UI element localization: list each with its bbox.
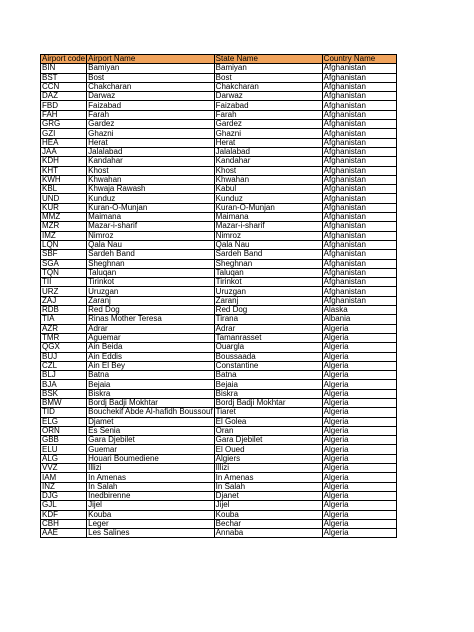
airport-name-cell: Chakcharan <box>87 82 215 91</box>
table-row <box>41 73 397 82</box>
airport-name-cell: Bost <box>87 73 215 82</box>
state-name-cell: Annaba <box>214 529 322 538</box>
country-name-cell: Afghanistan <box>322 185 396 194</box>
country-name-cell: Alaska <box>322 306 396 315</box>
table-row <box>41 268 397 277</box>
header-row <box>41 55 397 64</box>
table-row <box>41 482 397 491</box>
table-row <box>41 129 397 138</box>
country-name-cell: Afghanistan <box>322 138 396 147</box>
airport-name-cell: Leger <box>87 519 215 528</box>
table-row <box>41 361 397 370</box>
state-name-cell: Taluqan <box>214 268 322 277</box>
airport-name-cell: Guemar <box>87 445 215 454</box>
airport-name-cell: Ain Beida <box>87 343 215 352</box>
country-name-cell: Afghanistan <box>322 82 396 91</box>
airport-name-cell: Bamiyan <box>87 64 215 73</box>
table-row <box>41 408 397 417</box>
state-name-cell: Tirana <box>214 315 322 324</box>
country-name-cell: Algeria <box>322 417 396 426</box>
airport-code-cell: LQN <box>41 240 87 249</box>
airport-name-cell: Faizabad <box>87 101 215 110</box>
table-row <box>41 324 397 333</box>
country-name-cell: Afghanistan <box>322 213 396 222</box>
country-name-cell: Afghanistan <box>322 278 396 287</box>
table-row <box>41 380 397 389</box>
state-name-cell: El Golea <box>214 417 322 426</box>
state-name-cell: Khwahan <box>214 175 322 184</box>
airport-code-cell: TID <box>41 408 87 417</box>
airport-code-cell: ORN <box>41 426 87 435</box>
state-name-cell: Kuran-O-Munjan <box>214 203 322 212</box>
country-name-cell: Afghanistan <box>322 92 396 101</box>
airport-code-cell: FBD <box>41 101 87 110</box>
country-name-cell: Algeria <box>322 343 396 352</box>
country-name-cell: Algeria <box>322 473 396 482</box>
country-name-cell: Afghanistan <box>322 129 396 138</box>
airport-code-cell: ELG <box>41 417 87 426</box>
airport-code-cell: KDF <box>41 510 87 519</box>
airport-name-cell: Red Dog <box>87 306 215 315</box>
airport-name-cell: Zaranj <box>87 296 215 305</box>
country-name-cell: Algeria <box>322 361 396 370</box>
airport-code-cell: QGX <box>41 343 87 352</box>
country-name-cell: Algeria <box>322 529 396 538</box>
airport-code-cell: CCN <box>41 82 87 91</box>
airport-code-cell: AZR <box>41 324 87 333</box>
airport-code-cell: SBF <box>41 250 87 259</box>
state-name-cell: Faizabad <box>214 101 322 110</box>
state-name-cell: Algiers <box>214 454 322 463</box>
country-name-cell: Algeria <box>322 436 396 445</box>
country-name-cell: Afghanistan <box>322 157 396 166</box>
country-name-cell: Algeria <box>322 454 396 463</box>
state-name-cell: Oran <box>214 426 322 435</box>
table-row <box>41 436 397 445</box>
airport-name-cell: Jijel <box>87 501 215 510</box>
table-row <box>41 82 397 91</box>
airport-code-cell: KHT <box>41 166 87 175</box>
airport-code-cell: MZR <box>41 222 87 231</box>
table-row <box>41 343 397 352</box>
table-row <box>41 110 397 119</box>
airport-name-cell: Darwaz <box>87 92 215 101</box>
table-row <box>41 333 397 342</box>
airport-name-cell: Ain El Bey <box>87 361 215 370</box>
table-row <box>41 222 397 231</box>
country-name-cell: Algeria <box>322 501 396 510</box>
state-name-cell: El Oued <box>214 445 322 454</box>
airport-name-cell: Adrar <box>87 324 215 333</box>
airport-code-cell: TII <box>41 278 87 287</box>
airport-code-cell: BUJ <box>41 352 87 361</box>
airport-code-cell: ELU <box>41 445 87 454</box>
country-name-cell: Algeria <box>322 408 396 417</box>
airport-code-cell: VVZ <box>41 464 87 473</box>
state-name-cell: Zaranj <box>214 296 322 305</box>
airport-name-cell: Bouchekif Abde Al-hafidh Boussouf <box>88 407 213 417</box>
airport-code-cell: KUR <box>41 203 87 212</box>
airport-name-cell: Ghazni <box>87 129 215 138</box>
airport-name-cell: Biskra <box>87 389 215 398</box>
country-name-cell: Afghanistan <box>322 287 396 296</box>
airport-name-cell: Kouba <box>87 510 215 519</box>
airport-name-cell: Bordj Badji Mokhtar <box>87 398 215 407</box>
airport-name-cell: Sardeh Band <box>87 250 215 259</box>
table-row <box>41 389 397 398</box>
airport-name-cell: Kuran-O-Munjan <box>87 203 215 212</box>
state-name-cell: Uruzgan <box>214 287 322 296</box>
state-name-cell: Farah <box>214 110 322 119</box>
airport-name-cell: Houari Boumediene <box>87 454 215 463</box>
state-name-cell: Darwaz <box>214 92 322 101</box>
state-name-cell: Sheghnan <box>214 259 322 268</box>
state-name-cell: In Amenas <box>214 473 322 482</box>
table-row <box>41 194 397 203</box>
table-row <box>41 259 397 268</box>
country-name-cell: Algeria <box>322 464 396 473</box>
table-row <box>41 250 397 259</box>
airport-name-cell: Gardez <box>87 120 215 129</box>
country-name-cell: Afghanistan <box>322 73 396 82</box>
table-row <box>41 315 397 324</box>
airport-name-cell: Herat <box>87 138 215 147</box>
state-name-cell: Jalalabad <box>214 147 322 156</box>
header-cell-state-name: State Name <box>214 55 322 64</box>
table-row <box>41 464 397 473</box>
table-row <box>41 120 397 129</box>
state-name-cell: Ghazni <box>214 129 322 138</box>
state-name-cell: Batna <box>214 371 322 380</box>
table-row <box>41 491 397 500</box>
airport-name-cell: Tirinkot <box>87 278 215 287</box>
country-name-cell: Afghanistan <box>322 268 396 277</box>
table-row <box>41 473 397 482</box>
state-name-cell: Tiaret <box>214 408 322 417</box>
country-name-cell: Algeria <box>322 389 396 398</box>
airport-code-cell: HEA <box>41 138 87 147</box>
airport-code-cell: JAA <box>41 147 87 156</box>
state-name-cell: Bejaia <box>214 380 322 389</box>
airport-code-cell: IMZ <box>41 231 87 240</box>
airport-code-cell: ZAJ <box>41 296 87 305</box>
airport-name-cell: In Amenas <box>87 473 215 482</box>
airport-code-cell: BMW <box>41 398 87 407</box>
state-name-cell: Herat <box>214 138 322 147</box>
airport-code-cell: SGA <box>41 259 87 268</box>
airport-code-cell: TMR <box>41 333 87 342</box>
airport-code-cell: BJA <box>41 380 87 389</box>
airport-name-cell: Rinas Mother Teresa <box>87 315 215 324</box>
country-name-cell: Afghanistan <box>322 222 396 231</box>
table-row <box>41 92 397 101</box>
airport-code-cell: DAZ <box>41 92 87 101</box>
country-name-cell: Afghanistan <box>322 147 396 156</box>
airport-code-cell: DJG <box>41 491 87 500</box>
state-name-cell: Biskra <box>214 389 322 398</box>
country-name-cell: Algeria <box>322 510 396 519</box>
table-row <box>41 519 397 528</box>
airport-code-cell: TQN <box>41 268 87 277</box>
airport-table-body <box>41 55 397 538</box>
airport-name-cell: Illizi <box>87 464 215 473</box>
airport-code-cell: UND <box>41 194 87 203</box>
airport-code-cell: GRG <box>41 120 87 129</box>
state-name-cell: Bamiyan <box>214 64 322 73</box>
airport-name-cell: Aguemar <box>87 333 215 342</box>
airport-name-cell: Farah <box>87 110 215 119</box>
airport-name-cell: Uruzgan <box>87 287 215 296</box>
airport-name-cell: Batna <box>87 371 215 380</box>
table-row <box>41 296 397 305</box>
state-name-cell: Sardeh Band <box>214 250 322 259</box>
airport-code-cell: KBL <box>41 185 87 194</box>
country-name-cell: Afghanistan <box>322 240 396 249</box>
airport-code-cell: URZ <box>41 287 87 296</box>
table-row <box>41 398 397 407</box>
state-name-cell: Kabul <box>214 185 322 194</box>
table-row <box>41 454 397 463</box>
airport-name-cell: Taluqan <box>87 268 215 277</box>
state-name-cell: Bost <box>214 73 322 82</box>
table-row <box>41 138 397 147</box>
airport-code-cell: TIA <box>41 315 87 324</box>
header-cell-airport-name: Airport Name <box>87 55 215 64</box>
airport-name-cell: Es Senia <box>87 426 215 435</box>
state-name-cell: Khost <box>214 166 322 175</box>
state-name-cell: Jijel <box>214 501 322 510</box>
state-name-cell: Bechar <box>214 519 322 528</box>
state-name-cell: Kandahar <box>214 157 322 166</box>
country-name-cell: Algeria <box>322 482 396 491</box>
airport-code-cell: AAE <box>41 529 87 538</box>
airport-name-cell: Qala Nau <box>87 240 215 249</box>
airport-code-cell: GZI <box>41 129 87 138</box>
airport-code-cell: GJL <box>41 501 87 510</box>
country-name-cell: Algeria <box>322 371 396 380</box>
state-name-cell: Chakcharan <box>214 82 322 91</box>
table-row <box>41 231 397 240</box>
state-name-cell: Kunduz <box>214 194 322 203</box>
airport-name-cell: Jalalabad <box>87 147 215 156</box>
airport-code-cell: ALG <box>41 454 87 463</box>
airport-name-cell: Sheghnan <box>87 259 215 268</box>
airport-code-cell: KWH <box>41 175 87 184</box>
table-row <box>41 501 397 510</box>
country-name-cell: Afghanistan <box>322 194 396 203</box>
table-row <box>41 287 397 296</box>
country-name-cell: Algeria <box>322 333 396 342</box>
airport-code-cell: KDH <box>41 157 87 166</box>
airport-code-cell: CBH <box>41 519 87 528</box>
table-row <box>41 352 397 361</box>
state-name-cell: In Salah <box>214 482 322 491</box>
table-row <box>41 203 397 212</box>
table-row <box>41 175 397 184</box>
table-row <box>41 213 397 222</box>
state-name-cell: Constantine <box>214 361 322 370</box>
table-row <box>41 417 397 426</box>
country-name-cell: Afghanistan <box>322 259 396 268</box>
country-name-cell: Afghanistan <box>322 296 396 305</box>
airport-name-cell: Inedbirenne <box>87 491 215 500</box>
table-row <box>41 278 397 287</box>
airport-code-cell: CZL <box>41 361 87 370</box>
country-name-cell: Afghanistan <box>322 250 396 259</box>
table-row <box>41 426 397 435</box>
state-name-cell: Kouba <box>214 510 322 519</box>
state-name-cell: Gardez <box>214 120 322 129</box>
country-name-cell: Afghanistan <box>322 166 396 175</box>
header-cell-airport-code: Airport code <box>42 54 86 64</box>
table-row <box>41 185 397 194</box>
airport-name-cell: Nimroz <box>87 231 215 240</box>
table-row <box>41 166 397 175</box>
state-name-cell: Illizi <box>214 464 322 473</box>
airport-code-cell: BIN <box>41 64 87 73</box>
state-name-cell: Red Dog <box>214 306 322 315</box>
table-row <box>41 64 397 73</box>
country-name-cell: Algeria <box>322 519 396 528</box>
country-name-cell: Afghanistan <box>322 120 396 129</box>
state-name-cell: Mazar-i-sharif <box>214 222 322 231</box>
country-name-cell: Afghanistan <box>322 110 396 119</box>
airport-code-cell: BST <box>41 73 87 82</box>
airport-name-cell: Khwahan <box>87 175 215 184</box>
country-name-cell: Algeria <box>322 445 396 454</box>
country-name-cell: Algeria <box>322 426 396 435</box>
airport-name-cell: Gara Djebilet <box>87 436 215 445</box>
table-row <box>41 147 397 156</box>
airport-name-cell: Khost <box>87 166 215 175</box>
state-name-cell: Djanet <box>214 491 322 500</box>
country-name-cell: Afghanistan <box>322 101 396 110</box>
state-name-cell: Gara Djebilet <box>214 436 322 445</box>
table-row <box>41 240 397 249</box>
state-name-cell: Qala Nau <box>214 240 322 249</box>
country-name-cell: Afghanistan <box>322 64 396 73</box>
airport-name-cell: In Salah <box>87 482 215 491</box>
airport-code-cell: BLJ <box>41 371 87 380</box>
country-name-cell: Algeria <box>322 398 396 407</box>
airport-code-cell: RDB <box>41 306 87 315</box>
state-name-cell: Adrar <box>214 324 322 333</box>
airport-name-cell: Maimana <box>87 213 215 222</box>
country-name-cell: Algeria <box>322 491 396 500</box>
table-row <box>41 371 397 380</box>
airport-name-cell: Kunduz <box>87 194 215 203</box>
airport-table <box>40 54 397 538</box>
country-name-cell: Albania <box>322 315 396 324</box>
state-name-cell: Bordj Badji Mokhtar <box>214 398 322 407</box>
state-name-cell: Ouargla <box>214 343 322 352</box>
airport-name-cell: Les Salines <box>87 529 215 538</box>
table-row <box>41 306 397 315</box>
country-name-cell: Afghanistan <box>322 175 396 184</box>
airport-name-cell: Mazar-i-sharif <box>87 222 215 231</box>
table-row <box>41 157 397 166</box>
airport-name-cell: Bejaia <box>87 380 215 389</box>
country-name-cell: Afghanistan <box>322 203 396 212</box>
table-row <box>41 529 397 538</box>
country-name-cell: Algeria <box>322 380 396 389</box>
state-name-cell: Maimana <box>214 213 322 222</box>
country-name-cell: Afghanistan <box>322 231 396 240</box>
state-name-cell: Tirinkot <box>214 278 322 287</box>
airport-name-cell: Kandahar <box>87 157 215 166</box>
table-row <box>41 445 397 454</box>
table-row <box>41 101 397 110</box>
airport-code-cell: GBB <box>41 436 87 445</box>
airport-code-cell: IAM <box>41 473 87 482</box>
table-row <box>41 510 397 519</box>
airport-name-cell: Khwaja Rawash <box>87 185 215 194</box>
airport-name-cell: Ain Eddis <box>87 352 215 361</box>
header-cell-country-name: Country Name <box>322 55 396 64</box>
airport-code-cell: MMZ <box>41 213 87 222</box>
airport-name-cell: Djamet <box>87 417 215 426</box>
airport-code-cell: FAH <box>41 110 87 119</box>
state-name-cell: Tamanrasset <box>214 333 322 342</box>
country-name-cell: Algeria <box>322 324 396 333</box>
airport-code-cell: INZ <box>41 482 87 491</box>
state-name-cell: Nimroz <box>214 231 322 240</box>
airport-code-cell: BSK <box>41 389 87 398</box>
country-name-cell: Algeria <box>322 352 396 361</box>
state-name-cell: Boussaada <box>214 352 322 361</box>
